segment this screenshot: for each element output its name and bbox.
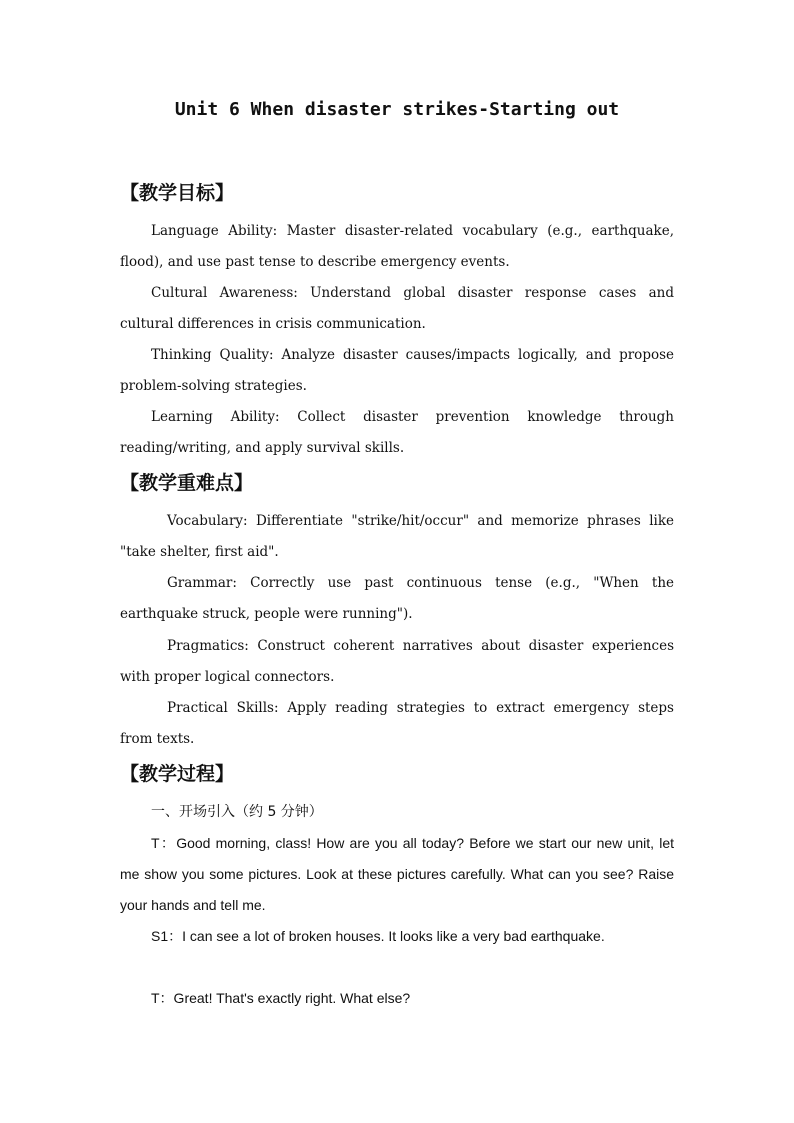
- objective-paragraph-learning: Learning Ability: Collect disaster prevention knowledge through reading/writing, and apply survival skills.: [120, 409, 674, 456]
- objective-paragraph-culture: Cultural Awareness: Understand global disaster response cases and cultural differences in crisis communication.: [120, 285, 674, 332]
- section-heading-process: 【教学过程】: [120, 763, 235, 785]
- process-subheading-intro: 一、开场引入（约 5 分钟）: [151, 804, 323, 820]
- key-point-paragraph-pragmatics: Pragmatics: Construct coherent narratives about disaster experiences with proper logical connectors.: [120, 638, 674, 685]
- key-point-paragraph-vocabulary: Vocabulary: Differentiate "strike/hit/occur" and memorize phrases like "take shelter, first aid".: [120, 513, 674, 560]
- dialogue-paragraph-student-1: S1：I can see a lot of broken houses. It looks like a very bad earthquake.: [151, 928, 605, 944]
- key-point-paragraph-grammar: Grammar: Correctly use past continuous tense (e.g., "When the earthquake struck, people were running").: [120, 575, 674, 622]
- dialogue-paragraph-teacher-2: T：Great! That's exactly right. What else?: [151, 990, 411, 1006]
- objective-paragraph-language: Language Ability: Master disaster-related vocabulary (e.g., earthquake, flood), and use past tense to describe emergency events.: [120, 223, 674, 270]
- document-title: Unit 6 When disaster strikes-Starting out: [174, 99, 620, 120]
- dialogue-paragraph-teacher-1: T：Good morning, class! How are you all today? Before we start our new unit, let me show you some pictures. Look at these pictures carefully. What can you see? Raise your hands and tell me.: [120, 835, 674, 913]
- section-heading-objectives: 【教学目标】: [120, 182, 235, 204]
- objective-paragraph-thinking: Thinking Quality: Analyze disaster causes/impacts logically, and propose problem-solving strategies.: [120, 347, 674, 394]
- key-point-paragraph-practical: Practical Skills: Apply reading strategies to extract emergency steps from texts.: [120, 700, 674, 747]
- section-heading-key-points: 【教学重难点】: [120, 472, 254, 494]
